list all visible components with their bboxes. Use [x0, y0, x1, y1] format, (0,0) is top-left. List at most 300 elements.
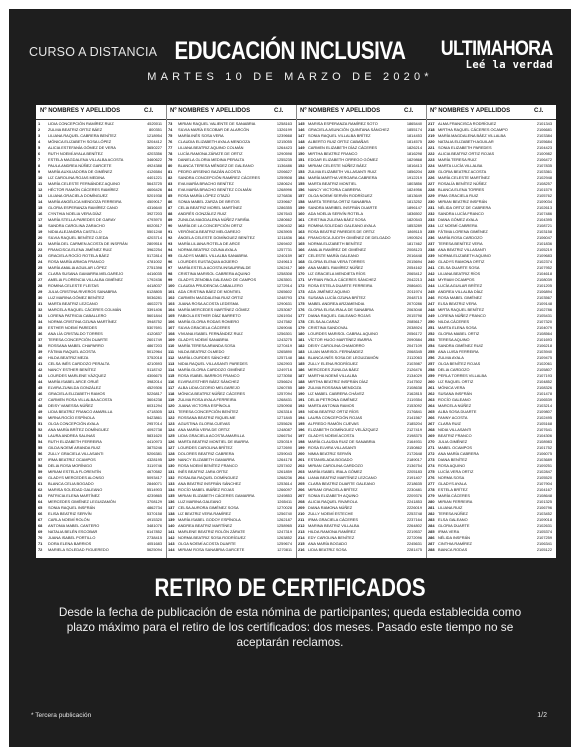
row-number: 200: [298, 451, 305, 456]
participant-name: DIANA GÓMEZ AYALA: [438, 217, 478, 222]
participant-ci: 1261934: [276, 313, 292, 318]
participant-name: ANDRÉS GONZÁLEZ RUIZ: [178, 211, 227, 216]
participant-ci: 2219537: [406, 529, 422, 534]
row-number: 226: [428, 175, 435, 180]
participant-ci: 2107835: [536, 163, 552, 168]
row-number: 159: [298, 205, 305, 210]
participant-name: LIDIA BEATRIZ SOSA: [308, 547, 347, 552]
row-number: 194: [298, 415, 305, 420]
participant-ci: 1249613: [276, 259, 292, 264]
participant-ci: 2106047: [536, 235, 552, 240]
participant-name: MABEL ANDREA ARZAMENDIA: [308, 301, 365, 306]
row-number: 10: [38, 175, 43, 180]
row-number: 246: [428, 295, 435, 300]
participant-ci: 5172814: [146, 253, 162, 258]
participant-ci: 2048715: [406, 295, 422, 300]
participant-name: ANA MARÍA BRÍTEZ DOMÍNGUEZ: [48, 427, 109, 432]
participant-ci: 5012964: [146, 349, 162, 354]
participant-ci: 1257731: [276, 247, 292, 252]
participant-ci: 4862734: [146, 505, 162, 510]
row-number: 286: [428, 535, 435, 540]
participant-ci: 1248793: [276, 295, 292, 300]
participant-ci: 4793970: [146, 217, 162, 222]
participant-name: FRANCISCA JUDITH GIMÉNEZ DE DELGADO: [308, 235, 391, 240]
participant-name: ANDREA VILLALBA DÍAZ: [438, 289, 483, 294]
participant-name: LIDIA BEATRIZ FRANCO AMARILLA: [48, 409, 113, 414]
row-number: 58: [38, 463, 43, 468]
participant-name: DIANA BENÍTEZ: [438, 457, 468, 462]
participant-name: DIANA RAMONA NÚÑEZ: [308, 505, 353, 510]
participant-ci: 1265411: [277, 499, 292, 504]
participant-name: NORMA BEATRIZ SOSA RODRÍGUEZ: [178, 535, 246, 540]
participant-ci: 1816413: [406, 163, 422, 168]
participant-name: EVA MARÍA BRACHO BENÍTEZ COLMÁN: [178, 187, 252, 192]
row-number: 72: [38, 547, 43, 552]
row-number: 211: [298, 517, 305, 522]
participant-ci: 1900524: [406, 235, 422, 240]
participant-name: LILIAN MARISOL FERNÁNDEZ: [308, 349, 364, 354]
participant-name: BLANCA ELENA TORRES: [438, 187, 485, 192]
participant-ci: 2105122: [536, 547, 552, 552]
participant-name: CLARA RUIZ: [438, 421, 461, 426]
row-number: 107: [168, 325, 175, 330]
participant-name: CELSA INÉS CARDOZO PERALTA: [48, 361, 110, 366]
participant-ci: 2104079: [536, 325, 552, 330]
participant-ci: 2237164: [406, 517, 422, 522]
participant-ci: 3962254: [146, 247, 162, 252]
participant-name: EDY CAROLINA BENÍTEZ: [308, 535, 355, 540]
participant-ci: 1136486: [277, 163, 292, 168]
participant-ci: 1803856: [406, 181, 422, 186]
participant-name: JUANA ISABEL PORTILLO: [48, 535, 96, 540]
participant-ci: 2108326: [536, 385, 552, 390]
row-number: 17: [38, 217, 43, 222]
participant-ci: 2104395: [536, 217, 552, 222]
row-number: 108: [168, 331, 175, 336]
participant-ci: 1813252: [406, 199, 422, 204]
participant-name: GLADYS MABEL VILLALBA SANABRIA: [178, 253, 248, 258]
row-number: 227: [428, 181, 435, 186]
participant-name: TERESA CONCEPCIÓN BENÍTEZ: [178, 409, 239, 414]
participant-name: LIZ MABEL CABRERA CHÁVEZ: [308, 391, 365, 396]
participant-name: GRACIELA ROCÍO ROTELA BÁEZ: [48, 253, 109, 258]
participant-name: MARIELA SOLEDAD FIGUEREDO: [48, 547, 109, 552]
row-number: 254: [428, 343, 435, 348]
participant-ci: 2104167: [536, 487, 552, 492]
participant-ci: 4924388: [146, 163, 162, 168]
participant-ci: 1240159: [276, 253, 292, 258]
row-number: 167: [298, 253, 305, 258]
row-number: 126: [168, 439, 175, 444]
participant-name: LUCÍA RAMONA ZÁRATE DE ORTIZ: [178, 151, 243, 156]
participant-ci: 1256740: [276, 511, 292, 516]
participant-ci: 1853289: [406, 223, 422, 228]
participant-ci: 1269046: [276, 325, 292, 330]
participant-ci: 1256301: [276, 331, 292, 336]
participant-ci: 5514903: [146, 487, 162, 492]
participant-name: ALBA LIDIA OZORIO MELGAREJO: [178, 385, 240, 390]
participant-ci: 2015694: [406, 259, 422, 264]
row-number: 110: [168, 343, 175, 348]
participant-name: OLGA CONCEPCIÓN AYALA: [48, 421, 99, 426]
participant-name: MIRTHA BEATRIZ INSFRÁN DÍAZ: [308, 379, 368, 384]
row-number: 182: [298, 343, 305, 348]
column-header-ci: C.I.: [274, 108, 284, 114]
participant-ci: 2198375: [406, 433, 422, 438]
participant-name: MARISA ESPERANZA RAMÍREZ SOTO: [308, 121, 378, 126]
row-number: 278: [428, 487, 435, 492]
row-number: 64: [38, 499, 43, 504]
row-number: 192: [298, 403, 305, 408]
row-number: 119: [168, 397, 175, 402]
participant-ci: 2230481: [406, 487, 422, 492]
row-number: 38: [38, 343, 43, 348]
row-number: 52: [38, 427, 43, 432]
participant-ci: 2108564: [536, 331, 552, 336]
row-number: 183: [298, 349, 305, 354]
participant-name: OLGA NOEMÍ SERVÍN RODRÍGUEZ: [308, 193, 373, 198]
row-number: 70: [38, 535, 43, 540]
participant-ci: 1267643: [276, 211, 292, 216]
participant-ci: 1239667: [276, 199, 292, 204]
row-number: 267: [428, 421, 435, 426]
row-number: 13: [38, 193, 43, 198]
row-number: 88: [168, 211, 173, 216]
participant-ci: 2105520: [536, 475, 552, 480]
participant-ci: 3481076: [146, 523, 162, 528]
row-number: 125: [168, 433, 175, 438]
row-number: 129: [168, 457, 175, 462]
participant-name: HILDA RAMONA RAMÍREZ: [308, 529, 356, 534]
participant-name: NIDIA VILLASANTI: [438, 427, 472, 432]
participant-name: ADA NOELIA SERVÍN ROTELA: [308, 211, 364, 216]
participant-ci: 1263852: [276, 535, 292, 540]
participant-name: ROSA MARÍA LÓPEZ OTAZÚ: [178, 193, 230, 198]
participant-ci: 1272690: [276, 445, 292, 450]
participant-ci: 2191407: [406, 475, 422, 480]
participant-ci: 5423861: [146, 415, 162, 420]
participant-ci: 2109251: [536, 463, 552, 468]
row-number: 85: [168, 193, 173, 198]
participant-name: MIRIAN CAROLINA CARDOZO: [308, 463, 363, 468]
participant-name: GLORIA MABEL ORTIZ: [438, 331, 480, 336]
brand-slogan: Leé la verdad: [465, 59, 553, 71]
participant-name: MARÍA GLORIA RODAS ROMERO: [178, 319, 240, 324]
row-number: 220: [428, 139, 435, 144]
participant-name: LAURA CONCEPCIÓN ROJAS: [308, 415, 363, 420]
row-number: 93: [168, 241, 173, 246]
participant-name: MARÍA CLAUDIA RUIZ DE SANABRIA: [308, 439, 376, 444]
participant-name: ROCÍO MABEL IBÁÑEZ ROJAS: [178, 487, 235, 492]
participant-ci: 4203714: [146, 235, 162, 240]
row-number: 65: [38, 505, 43, 510]
participant-name: SONIA ELIZABETH AQUINO: [308, 493, 359, 498]
participant-ci: 1792436: [146, 277, 162, 282]
participant-name: ALICIA BEATRIZ ORTIZ ROJAS: [438, 151, 495, 156]
participant-ci: 2104423: [536, 145, 552, 150]
participant-ci: 1250319: [276, 439, 292, 444]
row-number: 87: [168, 205, 173, 210]
row-number: 279: [428, 493, 435, 498]
participant-name: MARTA BEATRIZ MONTIEL DE IBARRA: [178, 439, 249, 444]
row-number: 47: [38, 397, 43, 402]
participant-name: GILDA NOEMÍ ARANDA RUIZ: [48, 445, 101, 450]
participant-name: LIZ NOEMÍ CABRERA: [438, 223, 478, 228]
participant-name: ROMINA SOLEDAD GALEANO AYALA: [308, 223, 376, 228]
participant-name: LORENA NÚÑEZ FRANCO: [438, 313, 486, 318]
participant-name: CLARA SUSANA GAMARRA MELGAREJO: [48, 271, 124, 276]
participant-ci: 1290631: [276, 301, 292, 306]
row-number: 109: [168, 337, 175, 342]
participant-ci: 5307691: [146, 325, 162, 330]
row-number: 59: [38, 469, 43, 474]
row-number: 205: [298, 481, 305, 486]
row-number: 117: [168, 385, 175, 390]
row-number: 143: [168, 541, 175, 546]
participant-ci: 3460622: [146, 157, 162, 162]
participant-ci: 1247319: [276, 529, 292, 534]
participant-name: NORMA CRISTINA OZUNA MARTÍNEZ: [48, 319, 117, 324]
participant-ci: 1253614: [276, 481, 292, 486]
participant-ci: 1264423: [276, 145, 292, 150]
participant-ci: 4509017: [146, 199, 162, 204]
row-number: 11: [38, 181, 43, 186]
row-number: 217: [428, 121, 435, 126]
participant-ci: 2102948: [536, 175, 552, 180]
participant-name: FÁTIMA LORENA GIMÉNEZ: [438, 229, 488, 234]
participant-ci: 2106539: [536, 397, 552, 402]
row-number: 268: [428, 427, 435, 432]
participant-name: SANDRA GIMÉNEZ RUIZ: [438, 343, 483, 348]
row-number: 240: [428, 259, 435, 264]
row-number: 25: [38, 265, 43, 270]
participant-ci: 2103689: [536, 457, 552, 462]
participant-ci: 2185204: [406, 421, 422, 426]
row-number: 131: [168, 469, 175, 474]
row-number: 288: [428, 547, 435, 552]
row-number: 170: [298, 271, 305, 276]
participant-ci: 2090584: [406, 337, 422, 342]
row-number: 115: [168, 373, 175, 378]
participant-name: VIVIANA ISABEL FERNÁNDEZ RUIZ: [178, 331, 243, 336]
participant-ci: 1247582: [276, 319, 292, 324]
participant-name: MARÍA CELESTE MARTÍNEZ: [438, 175, 490, 180]
participant-name: ANA BEATRIZ VILLASANTI: [438, 247, 487, 252]
participant-ci: 2102847: [536, 469, 552, 474]
row-number: 164: [298, 235, 305, 240]
row-number: 28: [38, 283, 43, 288]
row-number: 56: [38, 451, 43, 456]
row-number: 4: [38, 139, 41, 144]
row-number: 273: [428, 457, 435, 462]
participant-name: LIDIA GRACIELA ACOSTA AMARILLA: [178, 433, 245, 438]
brand-logo: [421, 37, 553, 71]
participant-name: SUSANA INSFRÁN: [438, 391, 472, 396]
participant-name: ELISA BEATRIZ SERVÍN: [48, 511, 92, 516]
row-number: 6: [38, 151, 41, 156]
participant-ci: 4718305: [146, 409, 162, 414]
participant-ci: 5206381: [146, 451, 162, 456]
participant-ci: 1256624: [276, 379, 292, 384]
row-number: 151: [298, 157, 305, 162]
participant-ci: 1261859: [276, 469, 292, 474]
participant-name: RUTH NOEMÍ AYALA BENÍTEZ: [48, 151, 103, 156]
participant-name: ALICIA ESTEFANÍA GÓMEZ DE VERA: [48, 145, 116, 150]
participant-ci: 2141567: [406, 415, 422, 420]
participant-name: CARMEN ROSA VILLALBA ACOSTA: [48, 397, 113, 402]
participant-ci: 2105168: [536, 421, 552, 426]
participant-ci: 5625094: [146, 547, 162, 552]
row-number: 19: [38, 229, 43, 234]
participant-name: MARÍA ROSA CARDOZO: [438, 235, 483, 240]
participant-ci: 1259043: [276, 451, 292, 456]
participant-name: OLGA NOEMÍ ACOSTA DUARTE: [178, 541, 236, 546]
row-number: 45: [38, 385, 43, 390]
participant-ci: 2101693: [536, 337, 552, 342]
participant-name: CARLA NOEMÍ ROLÓN: [48, 517, 90, 522]
row-number: 104: [168, 307, 175, 312]
row-number: 179: [298, 325, 305, 330]
participant-name: SANDRA CONCEPCIÓN RAMÍREZ CÁCERES: [178, 175, 260, 180]
participant-ci: 2108257: [536, 181, 552, 186]
participant-ci: 2107320: [536, 319, 552, 324]
participant-ci: 1257148: [276, 355, 292, 360]
participant-ci: 1896147: [406, 205, 422, 210]
row-number: 214: [298, 535, 305, 540]
participant-name: CRISTINA SANDOVAL: [308, 325, 348, 330]
participant-name: SILVIA RAQUEL BENÍTEZ OJEDA: [48, 235, 109, 240]
participant-ci: 3948752: [146, 319, 162, 324]
row-number: 233: [428, 217, 435, 222]
row-number: 209: [298, 505, 305, 510]
participant-ci: 1263501: [276, 277, 292, 282]
participants-list: [36, 105, 556, 558]
participant-name: ELIZABETH DOMÍNGUEZ VELÁZQUEZ: [308, 427, 379, 432]
participant-ci: 2106472: [536, 157, 552, 162]
participant-name: ZULMA ROSSANA MENDOZA: [308, 385, 362, 390]
participant-ci: 2209376: [406, 493, 422, 498]
participant-name: GRACIELA ELIZABETH RAMOS: [48, 391, 106, 396]
participant-ci: 2264802: [406, 523, 422, 528]
participant-ci: 1259508: [276, 175, 292, 180]
row-number: 146: [298, 127, 305, 132]
participant-name: MARCELA RAQUEL CÁCERES COLMÁN: [48, 307, 122, 312]
row-number: 177: [298, 313, 305, 318]
participant-name: LUZ MARINA GÓMEZ BENÍTEZ: [48, 295, 105, 300]
participant-name: TERESA CONCEPCIÓN DUARTE: [48, 337, 108, 342]
rows-area: [36, 121, 556, 558]
participant-ci: 5226817: [146, 391, 162, 396]
participant-ci: 2108983: [536, 439, 552, 444]
row-number: 258: [428, 367, 435, 372]
participant-name: MARÍA MAGDALENA BÁEZ VILLALBA: [438, 133, 506, 138]
participant-ci: 4316640: [146, 205, 162, 210]
row-number: 9: [38, 169, 41, 174]
row-number: 100: [168, 283, 175, 288]
row-number: 50: [38, 415, 43, 420]
participant-name: ANA MARÍA BOGADO: [308, 541, 348, 546]
participant-name: TERESA BENÍTEZ VERA: [438, 241, 483, 246]
page-title: EDUCACIÓN INCLUSIVA: [174, 37, 406, 65]
row-number: 235: [428, 229, 435, 234]
list-column: [296, 121, 424, 558]
participant-name: MABEL OCAMPOS: [438, 445, 473, 450]
row-number: 206: [298, 487, 305, 492]
participant-name: MÓNICA ELIZABETH SOSA LÓPEZ: [48, 139, 112, 144]
column-header-ci: C.I.: [144, 108, 154, 114]
list-item: [36, 547, 164, 553]
participant-name: ROSA AQUINO: [438, 463, 466, 468]
row-number: 261: [428, 385, 435, 390]
participant-ci: 2108039: [536, 277, 552, 282]
row-number: 230: [428, 199, 435, 204]
row-number: 101: [168, 289, 175, 294]
participant-ci: 4306675: [146, 373, 162, 378]
participant-ci: 1262187: [276, 517, 292, 522]
participant-ci: 2112063: [407, 355, 422, 360]
row-number: 175: [298, 301, 305, 306]
participant-name: CYNTHIA NOELIA VERA DÍAZ: [48, 211, 102, 216]
row-number: 103: [168, 301, 175, 306]
row-number: 252: [428, 331, 435, 336]
row-number: 91: [168, 229, 173, 234]
participant-ci: 2104852: [536, 379, 552, 384]
row-number: 162: [298, 223, 305, 228]
row-number: 173: [298, 289, 305, 294]
participant-ci: 1280624: [276, 181, 292, 186]
row-number: 249: [428, 313, 435, 318]
participant-ci: 2127419: [406, 427, 422, 432]
row-number: 198: [298, 439, 305, 444]
participant-name: GLADYS NOEMÍ ACOSTA: [308, 433, 355, 438]
certificates-title: RETIRO DE CERTIFICADOS: [154, 574, 426, 602]
row-number: 160: [298, 211, 305, 216]
participant-name: MARÍA ISABEL IRALA GÓMEZ: [308, 469, 363, 474]
participant-name: GLADYS AYALA: [438, 481, 467, 486]
participant-ci: 2104306: [536, 433, 552, 438]
certificates-notice: Desde la fecha de publicación de esta nómina de participantes; queda establecida como plazo máximo para el retiro de los certificados: dos meses. Pasado este tiempo no se aceptarán reclamos.: [58, 605, 522, 649]
page-number: 1/2: [537, 712, 547, 719]
row-number: 166: [298, 247, 305, 252]
participant-name: ZULMA ROSA AYALA FERREIRA: [178, 397, 237, 402]
participant-name: ELVIRA ZUNILDA GONZÁLEZ: [48, 385, 101, 390]
row-number: 149: [298, 145, 305, 150]
row-number: 178: [298, 319, 305, 324]
participant-name: MARÍA TERESA ARANDA SOSA: [178, 343, 236, 348]
participant-name: MIRIAN BEATRIZ INSFRÁN: [438, 199, 487, 204]
row-number: 152: [298, 163, 305, 168]
participant-ci: 2108648: [536, 493, 552, 498]
participant-name: ZUNILDA MAGDALENA NÚÑEZ FARIÑA: [178, 217, 250, 222]
participant-ci: 3119746: [147, 463, 162, 468]
participant-name: LIZ GRACIELA MENDIETA RÍOS: [308, 271, 366, 276]
row-number: 23: [38, 253, 43, 258]
participant-ci: 2063048: [406, 307, 422, 312]
participant-name: ESTELA BRÍTEZ: [438, 487, 468, 492]
row-number: 124: [168, 427, 175, 432]
participant-ci: 1263905: [276, 229, 292, 234]
participant-ci: 1258308: [276, 271, 292, 276]
participant-ci: 6031294: [146, 403, 162, 408]
row-number: 48: [38, 403, 43, 408]
participant-ci: 3204412: [146, 139, 162, 144]
participant-name: ANA MABEL RAMÍREZ NÚÑEZ: [308, 265, 363, 270]
participant-ci: 2101343: [536, 121, 552, 126]
participant-name: MARÍA MARTHA VERGARA CABRERA: [308, 175, 378, 180]
participant-name: ELSA BEATRIZ VERA: [438, 301, 477, 306]
participant-name: MERCEDES ZUNILDA BÁEZ: [308, 367, 359, 372]
participant-name: NIMIA BEATRIZ SERVÍN: [308, 451, 352, 456]
